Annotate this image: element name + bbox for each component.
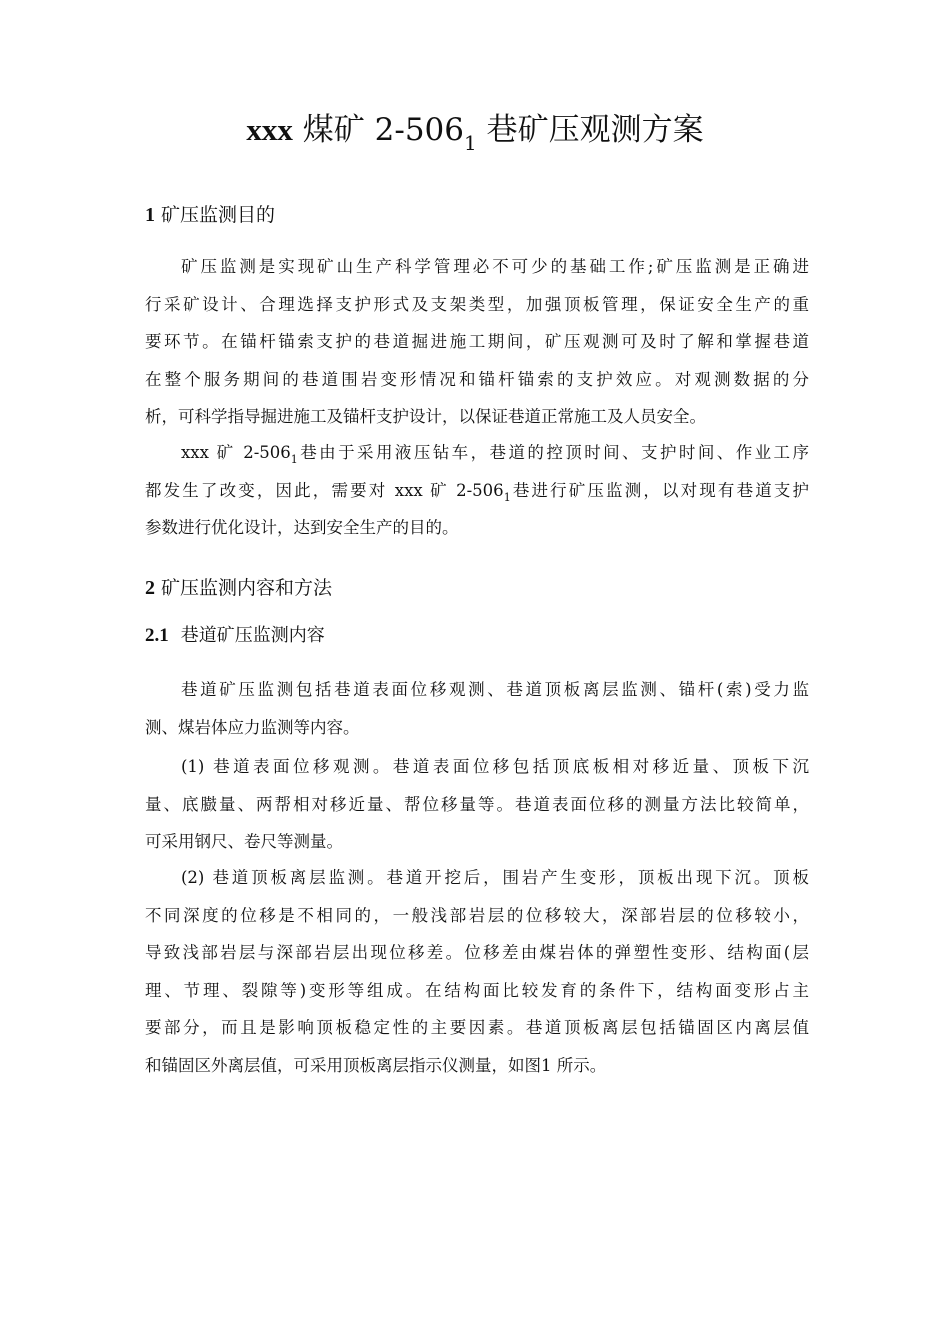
paragraph-line: 导致浅部岩层与深部岩层出现位移差。位移差由煤岩体的弹塑性变形、结构面(层	[145, 943, 809, 962]
title-mid: 煤矿 2-506	[302, 112, 464, 148]
paragraph-line: 可采用钢尺、卷尺等测量。	[145, 832, 343, 851]
section-2-heading	[145, 574, 332, 602]
p2-line1-b: 巷由于采用液压钻车，巷道的控顶时间、支护时间、作业工序	[297, 443, 809, 462]
section-1-paragraph-1	[145, 248, 809, 436]
section-2-number: 2	[145, 577, 155, 599]
document-title	[0, 108, 950, 155]
subsection-2-1-heading	[145, 622, 325, 650]
paragraph-line: 要环节。在锚杆锚索支护的巷道掘进施工期间，矿压观测可及时了解和掌握巷道	[145, 332, 809, 351]
section-2-paragraph-1	[145, 671, 809, 746]
paragraph-line: 参数进行优化设计，达到安全生产的目的。	[145, 518, 459, 537]
section-1-paragraph-2	[145, 434, 809, 547]
p2-line2-a: 都发生了改变，因此，需要对 xxx 矿 2-506	[145, 480, 504, 500]
paragraph-line: 析，可科学指导掘进施工及锚杆支护设计，以保证巷道正常施工及人员安全。	[145, 407, 706, 426]
section-1-heading	[145, 201, 275, 229]
paragraph-line: (2) 巷道顶板离层监测。巷道开挖后，围岩产生变形，顶板出现下沉。顶板	[181, 868, 809, 887]
paragraph-line: 理、节理、裂隙等)变形等组成。在结构面比较发育的条件下，结构面变形占主	[145, 980, 809, 1000]
paragraph-line: 要部分，而且是影响顶板稳定性的主要因素。巷道顶板离层包括锚固区内离层值	[145, 1018, 809, 1037]
p2-line1-a: xxx 矿 2-506	[181, 443, 291, 462]
p2-line1-subscript: 1	[290, 453, 298, 466]
p2-line2-b: 巷进行矿压监测，以对现有巷道支护	[510, 480, 810, 500]
section-1-number: 1	[145, 204, 155, 226]
title-subscript: 1	[464, 131, 477, 155]
title-suffix: 巷矿压观测方案	[486, 112, 704, 148]
paragraph-line: 测、煤岩体应力监测等内容。	[145, 717, 360, 737]
p2-line2-subscript: 1	[503, 490, 511, 504]
paragraph-line: 量、底臌量、两帮相对移近量、帮位移量等。巷道表面位移的测量方法比较简单，	[145, 794, 809, 814]
section-2-title: 矿压监测内容和方法	[161, 577, 333, 599]
paragraph-line: 矿压监测是实现矿山生产科学管理必不可少的基础工作;矿压监测是正确进	[181, 257, 809, 276]
section-1-title: 矿压监测目的	[161, 204, 276, 226]
paragraph-line	[145, 434, 809, 472]
section-2-paragraph-3	[145, 859, 809, 1084]
paragraph-line	[145, 472, 809, 510]
paragraph-line: 不同深度的位移是不相同的，一般浅部岩层的位移较大，深部岩层的位移较小，	[145, 905, 809, 925]
subsection-2-1-title: 巷道矿压监测内容	[180, 625, 325, 646]
paragraph-line: 在整个服务期间的巷道围岩变形情况和锚杆锚索的支护效应。对观测数据的分	[145, 369, 809, 389]
subsection-2-1-number: 2.1	[145, 625, 169, 646]
title-prefix: xxx	[246, 112, 293, 147]
section-2-paragraph-2	[145, 748, 809, 861]
paragraph-line: 行采矿设计、合理选择支护形式及支架类型，加强顶板管理，保证安全生产的重	[145, 294, 809, 314]
paragraph-line: (1) 巷道表面位移观测。巷道表面位移包括顶底板相对移近量、顶板下沉	[181, 757, 809, 776]
paragraph-line: 和锚固区外离层值，可采用顶板离层指示仪测量，如图1 所示。	[145, 1055, 607, 1075]
paragraph-line: 巷道矿压监测包括巷道表面位移观测、巷道顶板离层监测、锚杆(索)受力监	[181, 680, 809, 699]
